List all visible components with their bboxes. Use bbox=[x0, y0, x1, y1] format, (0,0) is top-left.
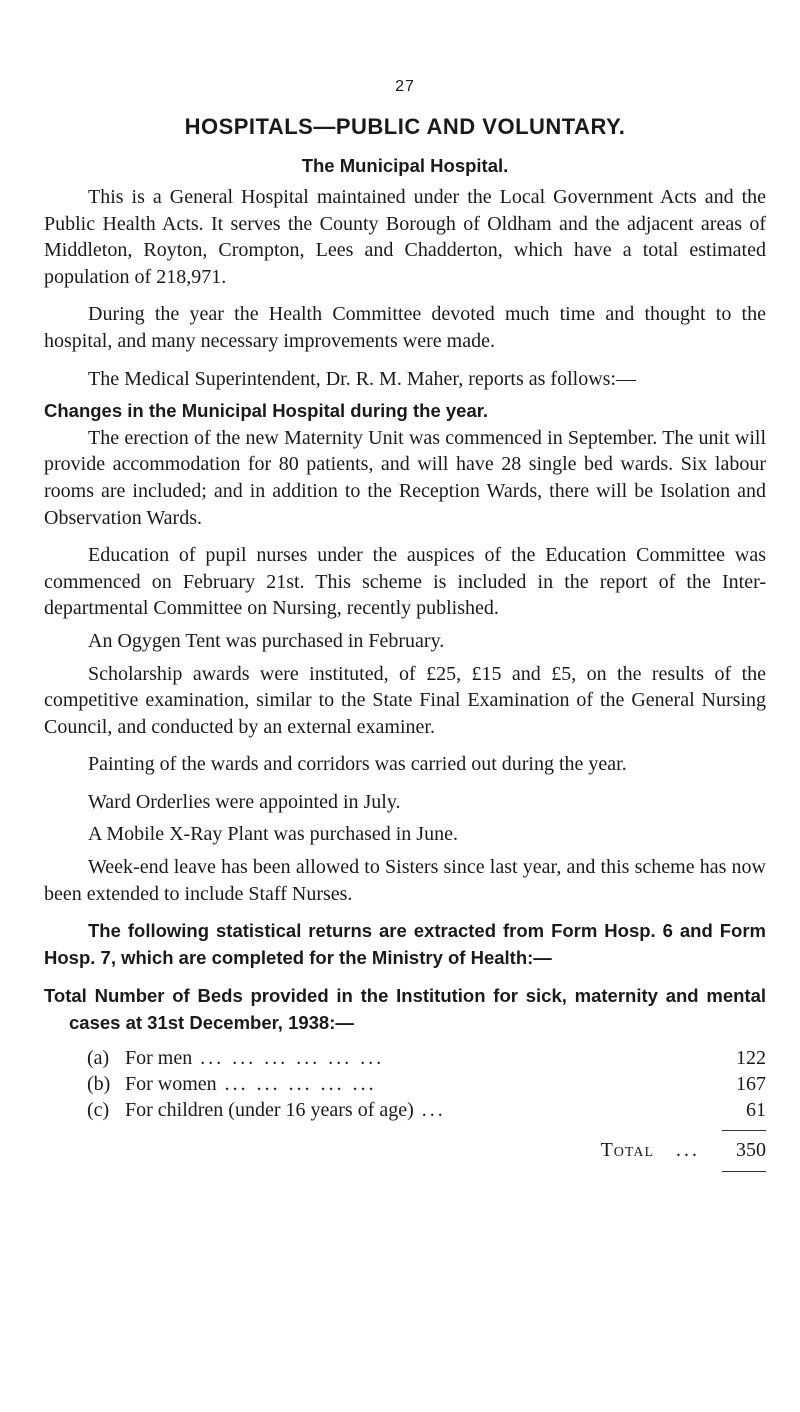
intro-paragraph: The Medical Superintendent, Dr. R. M. Maher, reports as follows:— bbox=[88, 367, 636, 390]
beds-row-children bbox=[44, 1097, 766, 1123]
beds-list bbox=[44, 1045, 766, 1124]
leader-dots: ... ... ... ... ... bbox=[224, 1073, 377, 1096]
changes-paragraph: Education of pupil nurses under the auspices of the Education Committee was commenced on February 21st. This scheme is included in the report of the Inter-departmental Committee on Nursing, recently published. bbox=[44, 544, 766, 620]
changes-paragraph: Week-end leave has been allowed to Sisters since last year, and this scheme has now been extended to include Staff Nurses. bbox=[44, 856, 766, 905]
document-body bbox=[44, 184, 766, 1172]
total-label: Total bbox=[600, 1138, 654, 1161]
beds-row-label: For women bbox=[125, 1073, 217, 1096]
changes-paragraph: Painting of the wards and corridors was carried out during the year. bbox=[88, 753, 627, 776]
changes-paragraph: Ward Orderlies were appointed in July. bbox=[88, 790, 401, 813]
total-rule-top bbox=[722, 1130, 766, 1131]
page-title: HOSPITALS—PUBLIC AND VOLUNTARY. bbox=[184, 114, 626, 139]
leader-dots: ... bbox=[421, 1099, 446, 1122]
beds-row-value: 61 bbox=[746, 1099, 766, 1122]
changes-heading: Changes in the Municipal Hospital during the year. bbox=[44, 400, 489, 422]
total-row bbox=[44, 1137, 766, 1163]
beds-row-value: 122 bbox=[736, 1046, 766, 1069]
intro-paragraph: During the year the Health Committee devoted much time and thought to the hospital, and many necessary improvements were made. bbox=[44, 303, 766, 352]
changes-paragraph: A Mobile X-Ray Plant was purchased in June. bbox=[88, 823, 458, 846]
beds-row-letter: (c) bbox=[87, 1099, 110, 1122]
total-rule-bottom bbox=[722, 1171, 766, 1172]
changes-paragraph: The erection of the new Maternity Unit was commenced in September. The unit will provide accommodation for 80 patients, and will have 28 single bed wards. Six labour rooms are included; and in addition to the Reception Wards, there will be Isolation and Observation Wards. bbox=[44, 426, 766, 529]
beds-row-label: For children (under 16 years of age) bbox=[125, 1099, 414, 1122]
leader-dots: ... ... ... ... ... ... bbox=[200, 1046, 385, 1069]
beds-row-men bbox=[44, 1045, 766, 1071]
leader-dots: ... bbox=[676, 1138, 700, 1161]
page-number: 27 bbox=[395, 78, 415, 95]
total-value: 350 bbox=[736, 1138, 766, 1161]
beds-row-label: For men bbox=[125, 1046, 193, 1069]
section-subtitle: The Municipal Hospital. bbox=[301, 155, 509, 176]
intro-paragraph: This is a General Hospital maintained under the Local Government Acts and the Public Health Acts. It serves the County Borough of Oldham and the adjacent areas of Middleton, Royton, Crompton, Lees and Chadderton, which have a total estimated population of 218,971. bbox=[44, 186, 766, 288]
beds-row-women bbox=[44, 1071, 766, 1097]
beds-heading: Total Number of Beds provided in the Institution for sick, maternity and mental cases at 31st December, 1938:— bbox=[44, 985, 766, 1034]
statistical-intro: The following statistical returns are extracted from Form Hosp. 6 and Form Hosp. 7, which are completed for the Ministry of Health:— bbox=[44, 920, 766, 968]
changes-paragraph: Scholarship awards were instituted, of £25, £15 and £5, on the results of the competitive examination, similar to the State Final Examination of the General Nursing Council, and conducted by an external examiner. bbox=[44, 662, 766, 738]
beds-row-letter: (a) bbox=[87, 1046, 110, 1069]
changes-paragraph: An Ogygen Tent was purchased in February. bbox=[88, 629, 445, 652]
beds-row-letter: (b) bbox=[87, 1073, 111, 1096]
beds-row-value: 167 bbox=[736, 1073, 766, 1096]
